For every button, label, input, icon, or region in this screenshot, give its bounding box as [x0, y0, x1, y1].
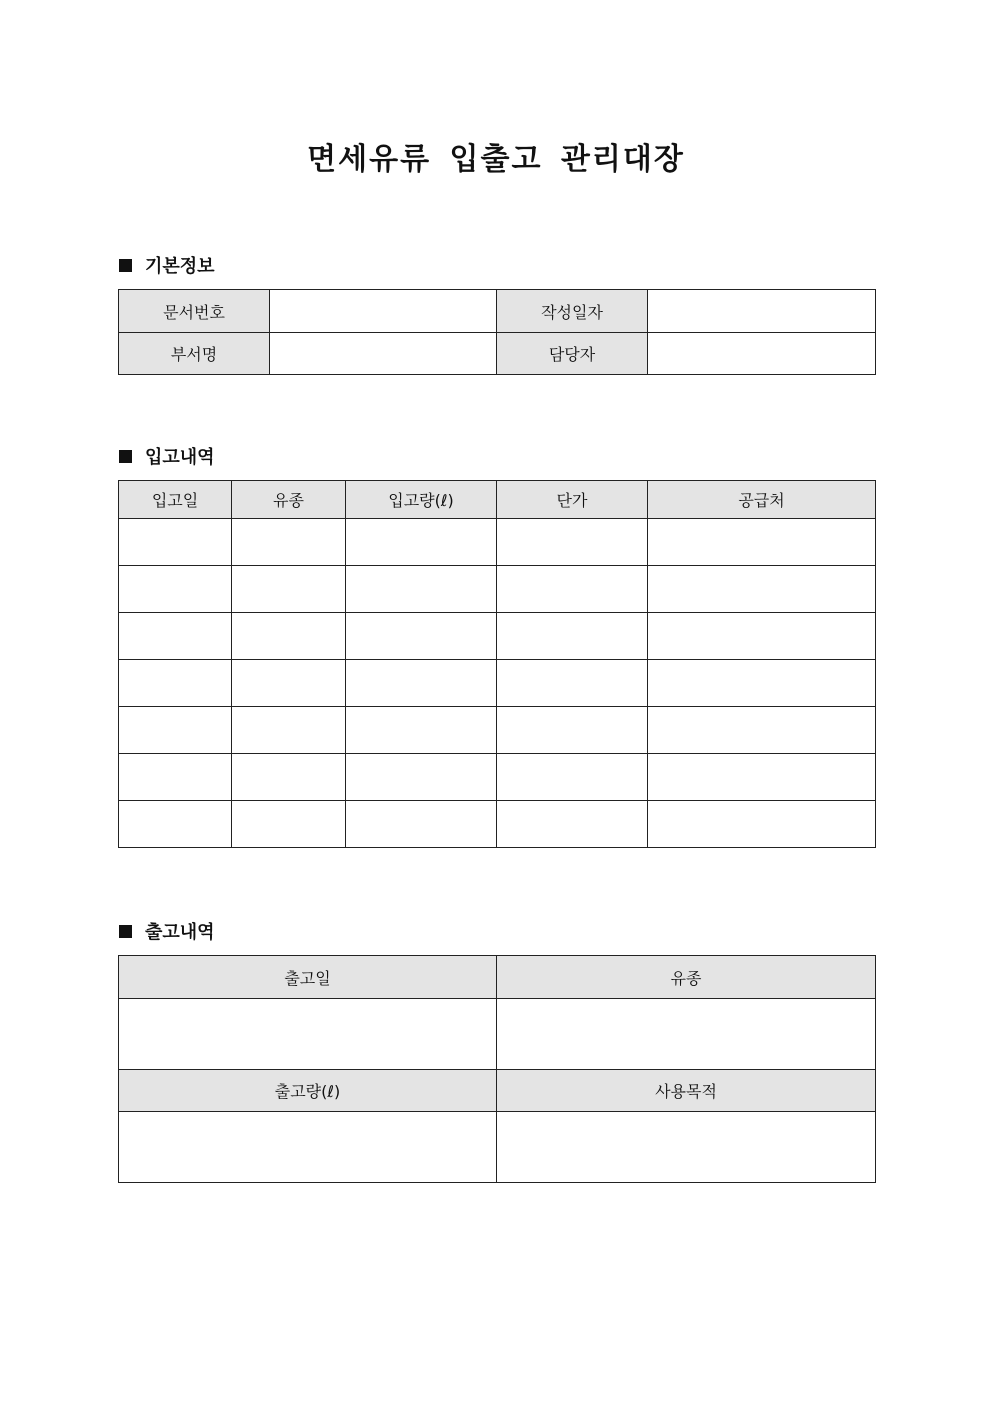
column-header-purpose-of-use: 사용목적	[497, 1070, 876, 1112]
supplier-cell[interactable]	[648, 660, 876, 707]
receipt-quantity-cell[interactable]	[346, 801, 497, 848]
fuel-type-cell[interactable]	[232, 754, 346, 801]
basic-info-heading	[119, 253, 215, 277]
table-row	[119, 754, 876, 801]
document-number-field[interactable]	[270, 290, 497, 333]
unit-price-cell[interactable]	[497, 519, 648, 566]
column-header-receipt-quantity: 입고량(ℓ)	[346, 481, 497, 519]
receipt-date-cell[interactable]	[119, 566, 232, 613]
department-label: 부서명	[119, 333, 270, 375]
unit-price-cell[interactable]	[497, 707, 648, 754]
releases-heading	[119, 919, 215, 943]
receipt-date-cell[interactable]	[119, 660, 232, 707]
column-header-unit-price: 단가	[497, 481, 648, 519]
receipt-date-cell[interactable]	[119, 519, 232, 566]
receipt-quantity-cell[interactable]	[346, 707, 497, 754]
square-bullet-icon	[119, 450, 132, 463]
unit-price-cell[interactable]	[497, 566, 648, 613]
table-row	[119, 613, 876, 660]
fuel-type-cell[interactable]	[232, 613, 346, 660]
unit-price-cell[interactable]	[497, 801, 648, 848]
table-row	[119, 566, 876, 613]
fuel-type-cell[interactable]	[232, 519, 346, 566]
table-row	[119, 333, 876, 375]
receipt-date-cell[interactable]	[119, 707, 232, 754]
column-header-release-date: 출고일	[119, 956, 497, 999]
supplier-cell[interactable]	[648, 754, 876, 801]
receipt-date-cell[interactable]	[119, 613, 232, 660]
receipts-heading	[119, 444, 215, 468]
column-header-fuel-type: 유종	[497, 956, 876, 999]
unit-price-cell[interactable]	[497, 754, 648, 801]
fuel-type-cell[interactable]	[232, 707, 346, 754]
document-number-label: 문서번호	[119, 290, 270, 333]
purpose-of-use-cell[interactable]	[497, 1112, 876, 1183]
fuel-type-cell[interactable]	[232, 660, 346, 707]
supplier-cell[interactable]	[648, 519, 876, 566]
supplier-cell[interactable]	[648, 707, 876, 754]
receipt-date-cell[interactable]	[119, 754, 232, 801]
receipt-quantity-cell[interactable]	[346, 519, 497, 566]
table-row	[119, 707, 876, 754]
unit-price-cell[interactable]	[497, 613, 648, 660]
receipts-table	[118, 480, 876, 848]
supplier-cell[interactable]	[648, 801, 876, 848]
column-header-release-quantity: 출고량(ℓ)	[119, 1070, 497, 1112]
receipt-quantity-cell[interactable]	[346, 566, 497, 613]
receipt-quantity-cell[interactable]	[346, 660, 497, 707]
basic-info-table	[118, 289, 876, 375]
document-title: 면세유류 입출고 관리대장	[307, 142, 685, 177]
fuel-type-cell[interactable]	[232, 566, 346, 613]
table-header-row	[119, 481, 876, 519]
square-bullet-icon	[119, 259, 132, 272]
department-field[interactable]	[270, 333, 497, 375]
release-quantity-cell[interactable]	[119, 1112, 497, 1183]
receipts-heading-label: 입고내역	[145, 447, 215, 468]
column-header-supplier: 공급처	[648, 481, 876, 519]
table-header-row	[119, 1070, 876, 1112]
date-written-label: 작성일자	[497, 290, 648, 333]
releases-table	[118, 955, 876, 1183]
release-date-cell[interactable]	[119, 999, 497, 1070]
basic-info-heading-label: 기본정보	[145, 256, 215, 277]
square-bullet-icon	[119, 925, 132, 938]
unit-price-cell[interactable]	[497, 660, 648, 707]
table-row	[119, 519, 876, 566]
table-row	[119, 801, 876, 848]
table-row	[119, 999, 876, 1070]
date-written-field[interactable]	[648, 290, 876, 333]
column-header-fuel-type: 유종	[232, 481, 346, 519]
table-row	[119, 290, 876, 333]
person-in-charge-field[interactable]	[648, 333, 876, 375]
table-header-row	[119, 956, 876, 999]
person-in-charge-label: 담당자	[497, 333, 648, 375]
fuel-type-cell[interactable]	[232, 801, 346, 848]
column-header-receipt-date: 입고일	[119, 481, 232, 519]
releases-heading-label: 출고내역	[145, 922, 215, 943]
supplier-cell[interactable]	[648, 566, 876, 613]
receipt-quantity-cell[interactable]	[346, 613, 497, 660]
supplier-cell[interactable]	[648, 613, 876, 660]
table-row	[119, 660, 876, 707]
receipt-quantity-cell[interactable]	[346, 754, 497, 801]
table-row	[119, 1112, 876, 1183]
receipt-date-cell[interactable]	[119, 801, 232, 848]
release-fuel-type-cell[interactable]	[497, 999, 876, 1070]
